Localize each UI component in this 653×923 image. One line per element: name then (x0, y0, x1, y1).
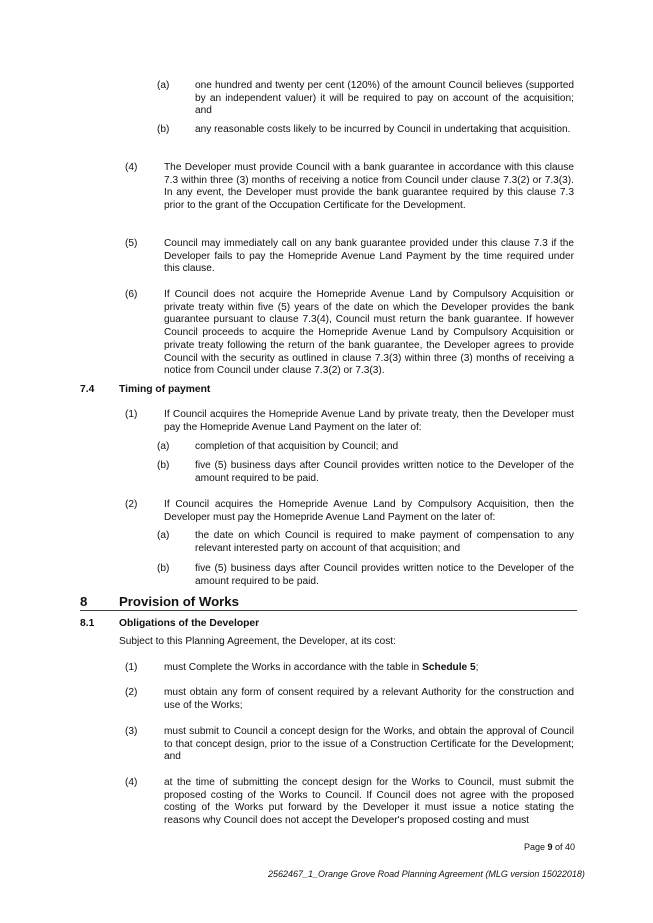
list-number: (b) (157, 124, 170, 135)
list-number: (a) (157, 80, 170, 91)
page-prefix: Page (524, 842, 548, 852)
list-item-text (164, 662, 574, 675)
document-reference: 2562467_1_Orange Grove Road Planning Agreement (MLG version 15022018) (268, 869, 585, 879)
list-number: (5) (125, 238, 138, 249)
list-number: (b) (157, 563, 170, 574)
list-item-text: the date on which Council is required to make payment of compensation to any relevant interested party on account of that acquisition; and (195, 530, 574, 554)
list-number: (a) (157, 441, 170, 452)
clause-number: 7.4 (80, 384, 95, 395)
list-number: (1) (125, 662, 138, 673)
list-item-text: completion of that acquisition by Council; and (195, 441, 399, 452)
list-item-text: If Council acquires the Homepride Avenue Land by private treaty, then the Developer must pay the Homepride Avenue Land Payment on the later of: (164, 409, 574, 433)
list-item-text-tail: ; (475, 662, 479, 673)
list-number: (2) (125, 687, 138, 698)
clause-heading: Obligations of the Developer (119, 618, 260, 629)
list-item-text: Council may immediately call on any bank guarantee provided under this clause 7.3 if the Developer fails to pay the Homepride Avenue Land Payment by the time required under this clause. (164, 238, 574, 275)
page-current: 9 (547, 842, 553, 852)
page-number (524, 841, 575, 853)
list-item-text: five (5) business days after Council provides written notice to the Developer of the amount required to be paid. (195, 563, 574, 587)
list-number: (3) (125, 726, 138, 737)
schedule-reference: Schedule 5 (422, 662, 476, 673)
section-rule (80, 610, 577, 611)
list-item-text-main: must Complete the Works in accordance with the table in (164, 662, 423, 673)
intro-text: Subject to this Planning Agreement, the Developer, at its cost: (119, 636, 396, 647)
list-number: (a) (157, 530, 170, 541)
list-number: (b) (157, 460, 170, 471)
list-item-text: If Council does not acquire the Homepride Avenue Land by Compulsory Acquisition or private treaty within five (5) years of the date on which the Developer provides the bank guarantee pursuant to clause 7.3(4), Council must return the bank guarantee. If however Council proceeds to acquire the Homepride Avenue Land by Compulsory Acquisition or private treaty following the return of the bank guarantee, the Developer agrees to provide Council with the security as outlined in clause 7.3(3) within three (3) months of receiving a notice from Council under clause 7.3(2) or 7.3(3). (164, 289, 574, 377)
list-item-text: five (5) business days after Council provides written notice to the Developer of the amount required to be paid. (195, 460, 574, 484)
list-number: (4) (125, 162, 138, 173)
clause-heading: Timing of payment (119, 384, 211, 395)
page-suffix: of 40 (552, 842, 576, 852)
list-number: (4) (125, 777, 138, 788)
list-number: (2) (125, 499, 138, 510)
clause-number: 8.1 (80, 618, 95, 629)
list-item-text: one hundred and twenty per cent (120%) of the amount Council believes (supported by an independent valuer) it will be required to pay on account of the acquisition; and (195, 80, 574, 117)
list-item-text: must submit to Council a concept design for the Works, and obtain the approval of Council to that concept design, prior to the issue of a Construction Certificate for the Development; and (164, 726, 574, 763)
list-item-text: If Council acquires the Homepride Avenue Land by Compulsory Acquisition, then the Developer must pay the Homepride Avenue Land Payment on the later of: (164, 499, 574, 523)
list-item-text: The Developer must provide Council with a bank guarantee in accordance with this clause 7.3 within three (3) months of receiving a notice from Council under clause 7.3(2) or 7.3(3). In any event, the Developer must provide the bank guarantee required by this clause 7.3 prior to the grant of the Occupation Certificate for the Development. (164, 162, 574, 212)
list-item-text: at the time of submitting the concept design for the Works to Council, must submit the proposed costing of the Works to Council. If Council does not agree with the proposed costing of the Works put forward by the Developer it must issue a notice stating the reasons why Council does not accept the Developer's proposed costing and must (164, 777, 574, 827)
list-item-text: any reasonable costs likely to be incurred by Council in undertaking that acquisition. (195, 124, 571, 135)
section-heading: Provision of Works (119, 594, 239, 609)
list-number: (6) (125, 289, 138, 300)
section-number: 8 (80, 594, 88, 609)
list-item-text: must obtain any form of consent required by a relevant Authority for the construction and use of the Works; (164, 687, 574, 711)
list-number: (1) (125, 409, 138, 420)
